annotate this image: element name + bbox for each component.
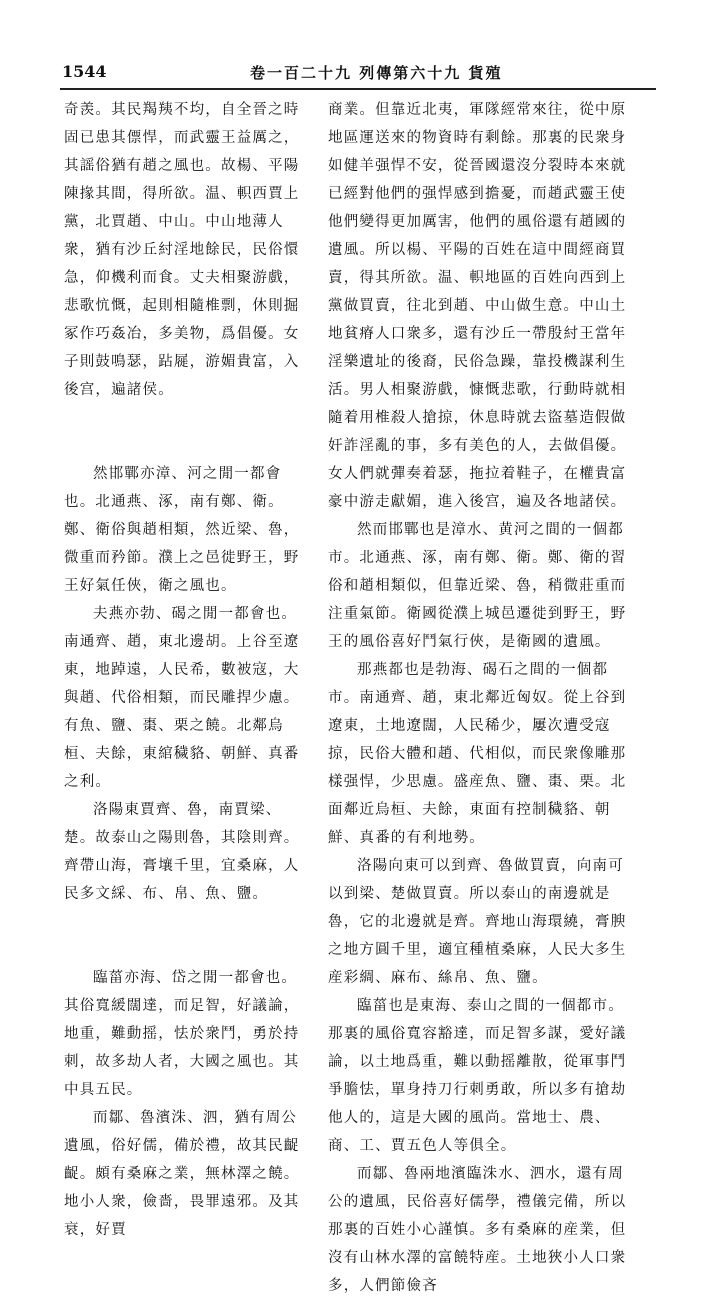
right-column-translation [328, 96, 628, 1300]
right-paragraph: 臨菑也是東海、泰山之間的一個都市。那裏的風俗寬容豁達，而足智多謀，愛好議論，以土地爲重，難以動摇離散，從軍事鬥爭膽怯，單身持刀行刺勇敢，所以多有搶劫他人的，這是大國的風尚。當地士、農、商、工、賈五色人等俱全。 [328, 998, 627, 1154]
page-number: 1544 [62, 62, 107, 81]
left-paragraph: 然邯鄲亦漳、河之閒一都會也。北通燕、涿，南有鄭、衛。鄭、衛俗與趙相類，然近梁、魯，微重而矜節。濮上之邑徙野王，野王好氣任俠，衛之風也。 [64, 466, 300, 594]
running-head: 卷一百二十九 列傳第六十九 貨殖 [250, 64, 503, 82]
left-column-original-text [64, 96, 312, 1244]
paragraph-gap [64, 404, 312, 460]
paragraph-gap [64, 908, 312, 964]
right-paragraph: 商業。但靠近北夷，軍隊經常來往，從中原地區運送來的物資時有剩餘。那裏的民衆身如健羊强悍不安，從晉國還沒分裂時本來就已經對他們的强悍感到擔憂，而趙武靈王使他們變得更加厲害，他們的風俗還有趙國的遺風。所以楊、平陽的百姓在這中間經商買賣，得其所欲。温、軹地區的百姓向西到上黨做買賣，往北到趙、中山做生意。中山土地貧瘠人口衆多，還有沙丘一帶殷紂王當年淫樂遺址的後裔，民俗急躁，靠投機謀利生活。男人相聚游戲，慷慨悲歌，行動時就相隨着用椎殺人搶掠，休息時就去盜墓造假做奸詐淫亂的事，多有美色的人，去做倡優。女人們就彈奏着瑟，拖拉着鞋子，在權貴富豪中游走獻媚，進入後宫，遍及各地諸侯。 [328, 102, 627, 510]
right-paragraph: 那燕都也是勃海、碣石之間的一個都市。南通齊、趙，東北鄰近匈奴。從上谷到遼東，土地遼闊，人民稀少，屢次遭受寇掠，民俗大體和趙、代相似，而民衆像雕那樣强悍，少思慮。盛産魚、鹽、棗、栗。北面鄰近烏桓、夫餘，東面有控制穢貉、朝鮮、真番的有利地勢。 [328, 662, 627, 846]
header-rule [60, 88, 656, 90]
right-paragraph: 洛陽向東可以到齊、魯做買賣，向南可以到梁、楚做買賣。所以泰山的南邊就是魯，它的北邊就是齊。齊地山海環繞，膏腴之地方圓千里，適宜種植桑麻，人民大多生産彩綢、麻布、絲帛、魚、鹽。 [328, 858, 627, 986]
left-paragraph: 洛陽東賈齊、魯，南賈梁、楚。故泰山之陽則魯，其陰則齊。齊帶山海，膏壤千里，宜桑麻，人民多文綵、布、帛、魚、鹽。 [64, 802, 300, 902]
left-paragraph: 夫燕亦勃、碣之閒一都會也。南通齊、趙，東北邊胡。上谷至遼東，地踔遠，人民希，數被寇，大與趙、代俗相類，而民雕捍少慮。有魚、鹽、棗、栗之饒。北鄰烏桓、夫餘，東綰穢貉、朝鮮、真番之利。 [64, 606, 300, 790]
right-paragraph: 然而邯鄲也是漳水、黄河之間的一個都市。北通燕、涿，南有鄭、衛。鄭、衛的習俗和趙相類似，但靠近梁、魯，稍微莊重而注重氣節。衛國從濮上城邑遷徙到野王，野王的風俗喜好鬥氣行俠，是衛國的遺風。 [328, 522, 627, 650]
left-paragraph: 而鄒、魯濱洙、泗，猶有周公遺風，俗好儒，備於禮，故其民齪齪。頗有桑麻之業，無林澤之饒。地小人衆，儉嗇，畏罪遠邪。及其衰，好賈 [64, 1110, 300, 1238]
right-paragraph: 而鄒、魯兩地濱臨洙水、泗水，還有周公的遺風，民俗喜好儒學，禮儀完備，所以那裏的百姓小心謹慎。多有桑麻的産業，但沒有山林水澤的富饒特産。土地狹小人口衆多，人們節儉吝 [328, 1166, 627, 1294]
left-paragraph: 奇羡。其民羯羠不均，自全晉之時固已患其僄悍，而武靈王益厲之，其謡俗猶有趙之風也。故楊、平陽陳掾其間，得所欲。温、軹西賈上黨，北賈趙、中山。中山地薄人衆，猶有沙丘紂淫地餘民，民俗懁急，仰機利而食。丈夫相聚游戲，悲歌忼慨，起則相隨椎剽，休則掘冢作巧姦冶，多美物，爲倡優。女子則鼓鳴瑟，跕屣，游媚貴富，入後宫，遍諸侯。 [64, 102, 300, 398]
left-paragraph: 臨菑亦海、岱之閒一都會也。其俗寬緩闊達，而足智，好議論，地重，難動摇，怯於衆鬥，勇於持刺，故多劫人者，大國之風也。其中具五民。 [64, 970, 300, 1098]
